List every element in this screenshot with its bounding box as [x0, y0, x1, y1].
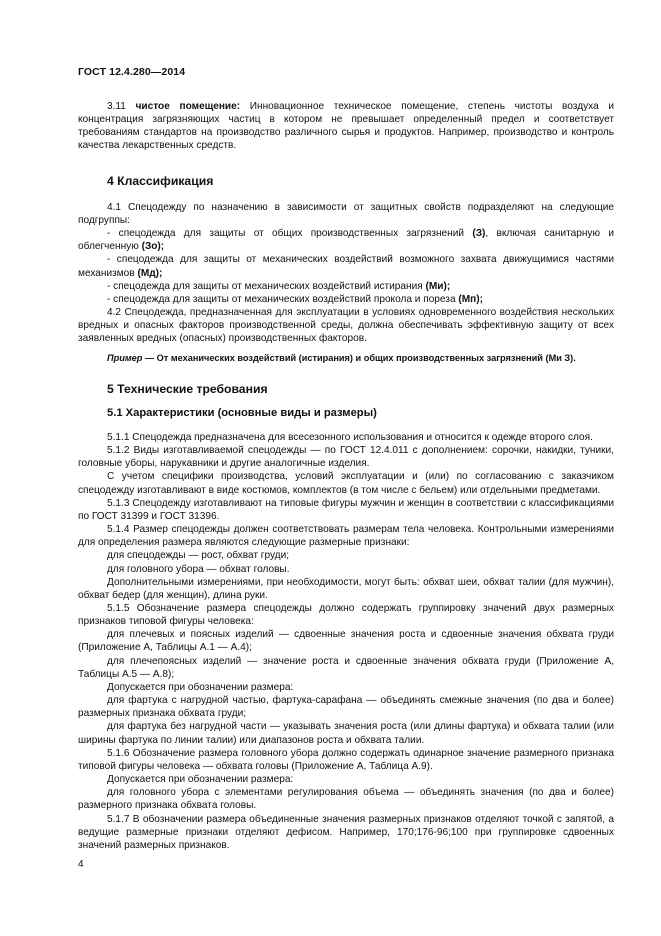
paragraph-5-1-5: 5.1.5 Обозначение размера спецодежды должно содержать группировку значений двух размерных признаков типовой фигуры человека:	[78, 603, 614, 628]
paragraph: для плечевых и поясных изделий — сдвоенные значения роста и сдвоенные значения обхвата груди (Приложение А, Таблицы А.1 — А.4);	[78, 629, 614, 654]
list-item: - спецодежда для защиты от механических воздействий прокола и пореза (Мп);	[107, 293, 483, 305]
paragraph: для головного убора с элементами регулирования объема — объединять значения (по два и более) размерного признака обхвата головы.	[78, 787, 614, 812]
paragraph: для плечепоясных изделий — значение роста и сдвоенные значения обхвата груди (Приложение А, Таблицы А.5 — А.8);	[78, 655, 614, 680]
paragraph-3-11	[78, 100, 614, 153]
paragraph: для фартука с нагрудной частью, фартука-сарафана — объединять смежные значения (по два и более) размерных признака обхвата груди;	[78, 695, 614, 720]
list-item: - спецодежда для защиты от механических воздействий истирания (Ми);	[107, 280, 451, 292]
page-header: ГОСТ 12.4.280—2014	[78, 66, 186, 78]
paragraph-5-1-7: 5.1.7 В обозначении размера объединенные значения размерных признаков отделяют точкой с запятой, а ведущие размерные признаки отделяют дефисом. Например, 170;176-96;100 при группировке сдвоенных значений размерных признаков.	[78, 813, 614, 851]
list-item: - спецодежда для защиты от общих производственных загрязнений (З), включая санитарную и облегченную (Зо);	[78, 228, 614, 253]
term-label: чистое помещение:	[135, 101, 241, 112]
list-item: - спецодежда для защиты от механических воздействий возможного захвата движущимися частями механизмов (Мд);	[78, 254, 614, 279]
paragraph-5-1-6: 5.1.6 Обозначение размера головного убора должно содержать одинарное значение размерного признака типовой фигуры человека — обхвата головы (Приложение А, Таблица А.9).	[78, 747, 614, 772]
subsection-5-1-heading: 5.1 Характеристики (основные виды и размеры)	[107, 406, 377, 419]
paragraph: Дополнительными измерениями, при необходимости, могут быть: обхват шеи, обхват талии (для мужчин), обхват бедер (для женщин), длина руки.	[78, 576, 614, 601]
page-number: 4	[78, 859, 84, 870]
paragraph-5-1-3: 5.1.3 Спецодежду изготавливают на типовые фигуры мужчин и женщин в соответствии с классификациями по ГОСТ 31399 и ГОСТ 31396.	[78, 497, 614, 522]
paragraph-4-2: 4.2 Спецодежда, предназначенная для эксплуатации в условиях одновременного воздействия нескольких вредных и опасных факторов производственной среды, должна обеспечивать эффективную защиту от всех заявленных вредных (опасных) производственных факторов.	[78, 307, 614, 345]
page-content	[78, 100, 614, 852]
paragraph: С учетом специфики производства, условий эксплуатации и (или) по согласованию с заказчиком спецодежду изготавливают в виде костюмов, комплектов (в том числе с бельем) или отдельными предметами.	[78, 471, 614, 496]
section-5-heading: 5 Технические требования	[107, 381, 268, 396]
section-4-heading: 4 Классификация	[107, 173, 214, 188]
term-definition: Инновационное техническое помещение, степень чистоты воздуха и концентрация загрязняющих частиц в котором не превышает определенный предел и соответствует требованиям стандартов на производство различного сырья и продуктов. Например, производство и контроль качества лекарственных средств.	[78, 101, 614, 152]
paragraph-5-1-4: 5.1.4 Размер спецодежды должен соответствовать размерам тела человека. Контрольными измерениями для определения размера являются следующие размерные признаки:	[78, 524, 614, 549]
paragraph: для головного убора — обхват головы.	[107, 563, 290, 575]
paragraph: для фартука без нагрудной части — указывать значения роста (или длины фартука) и обхвата талии (или ширины фартука по линии талии) или диапазонов роста и обхвата талии.	[78, 721, 614, 746]
paragraph: Допускается при обозначении размера:	[107, 774, 294, 786]
paragraph: Допускается при обозначении размера:	[107, 681, 294, 693]
example-text: — От механических воздействий (истирания) и общих производственных загрязнений (Ми З).	[142, 352, 576, 363]
example-label: Пример	[107, 352, 143, 363]
paragraph: для спецодежды — рост, обхват груди;	[107, 550, 290, 562]
paragraph-4-1: 4.1 Спецодежду по назначению в зависимости от защитных свойств подразделяют на следующие подгруппы:	[78, 201, 614, 226]
paragraph-5-1-1: 5.1.1 Спецодежда предназначена для всесезонного использования и относится к одежде второго слоя.	[107, 431, 593, 443]
example-note	[78, 352, 614, 365]
paragraph-5-1-2: 5.1.2 Виды изготавливаемой спецодежды — по ГОСТ 12.4.011 с дополнением: сорочки, накидки, туники, головные уборы, нарукавники и другие аналогичные изделия.	[78, 445, 614, 470]
clause-number: 3.11	[107, 101, 136, 112]
